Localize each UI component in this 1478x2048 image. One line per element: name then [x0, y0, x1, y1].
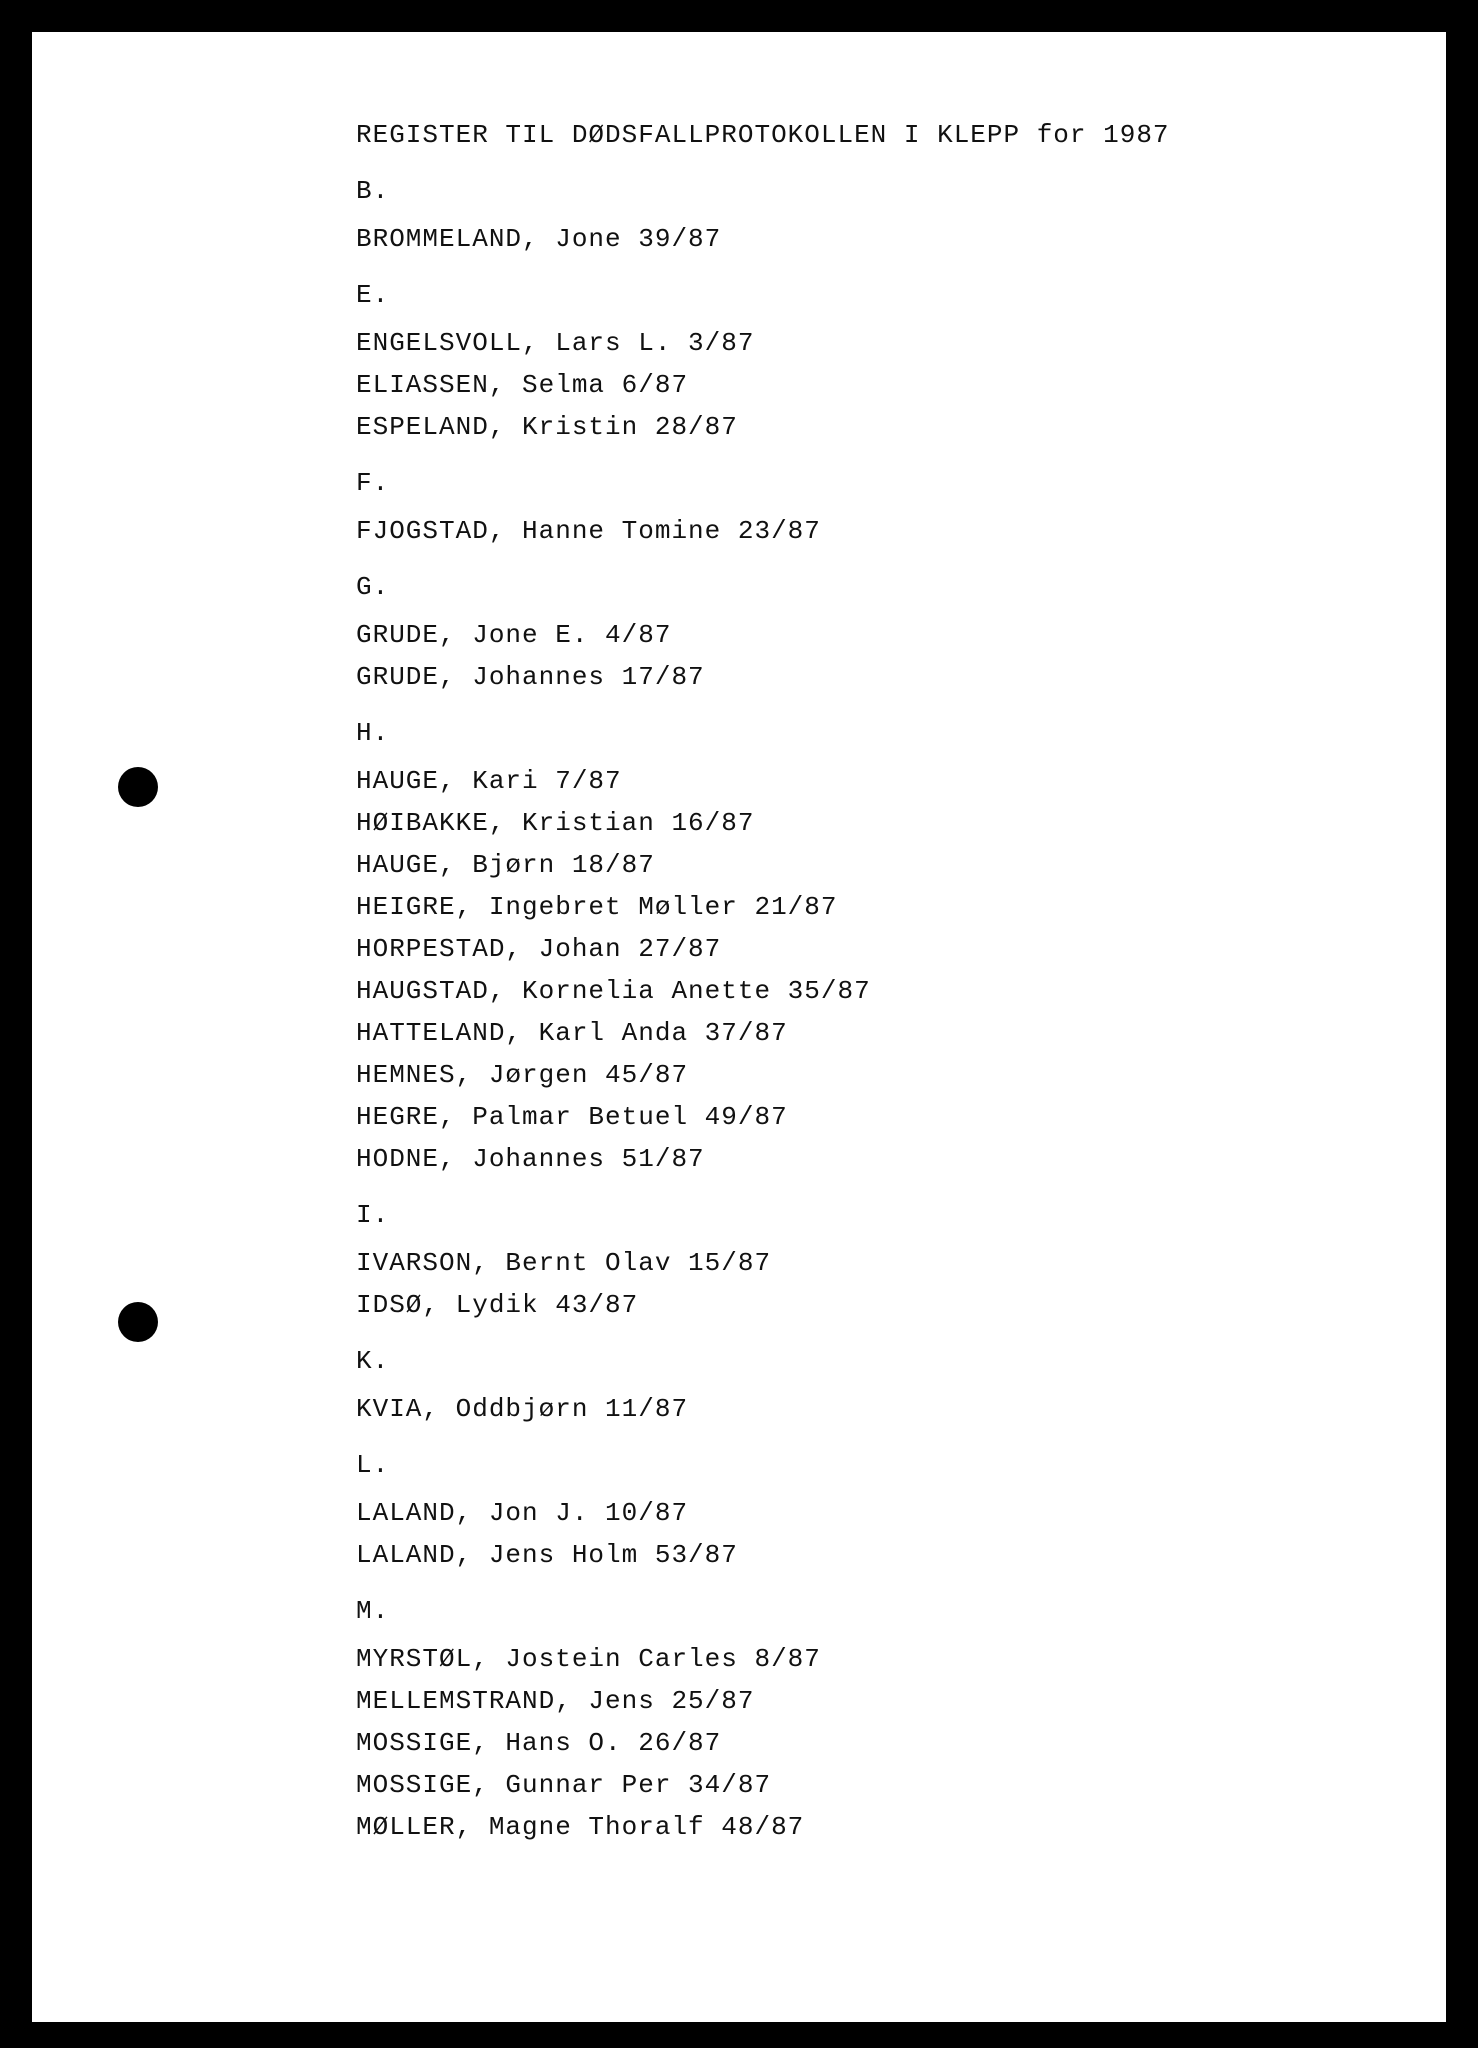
register-entry: HAUGE, Bjørn 18/87: [356, 850, 655, 880]
register-section: [356, 566, 1170, 698]
section-letter: G.: [356, 572, 390, 602]
register-section: [356, 274, 1170, 448]
section-letter: K.: [356, 1346, 390, 1376]
register-entry: BROMMELAND, Jone 39/87: [356, 224, 722, 254]
section-letter: B.: [356, 176, 390, 206]
register-entry: HEIGRE, Ingebret Møller 21/87: [356, 892, 838, 922]
register-entry: ELIASSEN, Selma 6/87: [356, 370, 689, 400]
register-entry: MOSSIGE, Gunnar Per 34/87: [356, 1770, 772, 1800]
register-entry: MOSSIGE, Hans O. 26/87: [356, 1728, 722, 1758]
punch-hole-upper: [118, 767, 158, 807]
register-entry: MØLLER, Magne Thoralf 48/87: [356, 1812, 805, 1842]
register-entry: MELLEMSTRAND, Jens 25/87: [356, 1686, 755, 1716]
register-section: [356, 170, 1170, 260]
register-entry: HEMNES, Jørgen 45/87: [356, 1060, 689, 1090]
section-letter: L.: [356, 1450, 390, 1480]
page-title: REGISTER TIL DØDSFALLPROTOKOLLEN I KLEPP for 1987: [356, 120, 1170, 150]
register-entry: LALAND, Jens Holm 53/87: [356, 1540, 738, 1570]
register-entry: ESPELAND, Kristin 28/87: [356, 412, 738, 442]
register-section: [356, 1340, 1170, 1430]
register-entry: IVARSON, Bernt Olav 15/87: [356, 1248, 772, 1278]
register-section: [356, 712, 1170, 1180]
section-letter: F.: [356, 468, 390, 498]
register-content: [356, 114, 1170, 1862]
register-section: [356, 1444, 1170, 1576]
register-entry: HØIBAKKE, Kristian 16/87: [356, 808, 755, 838]
register-entry: HEGRE, Palmar Betuel 49/87: [356, 1102, 788, 1132]
register-section: [356, 1194, 1170, 1326]
register-entry: HATTELAND, Karl Anda 37/87: [356, 1018, 788, 1048]
register-entry: HODNE, Johannes 51/87: [356, 1144, 705, 1174]
register-section: [356, 1590, 1170, 1848]
section-letter: E.: [356, 280, 390, 310]
section-letter: I.: [356, 1200, 390, 1230]
register-section: [356, 462, 1170, 552]
register-entry: GRUDE, Jone E. 4/87: [356, 620, 672, 650]
register-entry: FJOGSTAD, Hanne Tomine 23/87: [356, 516, 821, 546]
register-entry: LALAND, Jon J. 10/87: [356, 1498, 689, 1528]
document-page: [32, 32, 1446, 2022]
register-entry: ENGELSVOLL, Lars L. 3/87: [356, 328, 755, 358]
register-entry: IDSØ, Lydik 43/87: [356, 1290, 639, 1320]
register-entry: GRUDE, Johannes 17/87: [356, 662, 705, 692]
register-entry: HORPESTAD, Johan 27/87: [356, 934, 722, 964]
section-letter: H.: [356, 718, 390, 748]
section-letter: M.: [356, 1596, 390, 1626]
register-entry: MYRSTØL, Jostein Carles 8/87: [356, 1644, 821, 1674]
register-entry: KVIA, Oddbjørn 11/87: [356, 1394, 689, 1424]
register-entry: HAUGE, Kari 7/87: [356, 766, 622, 796]
register-entry: HAUGSTAD, Kornelia Anette 35/87: [356, 976, 871, 1006]
punch-hole-lower: [118, 1302, 158, 1342]
